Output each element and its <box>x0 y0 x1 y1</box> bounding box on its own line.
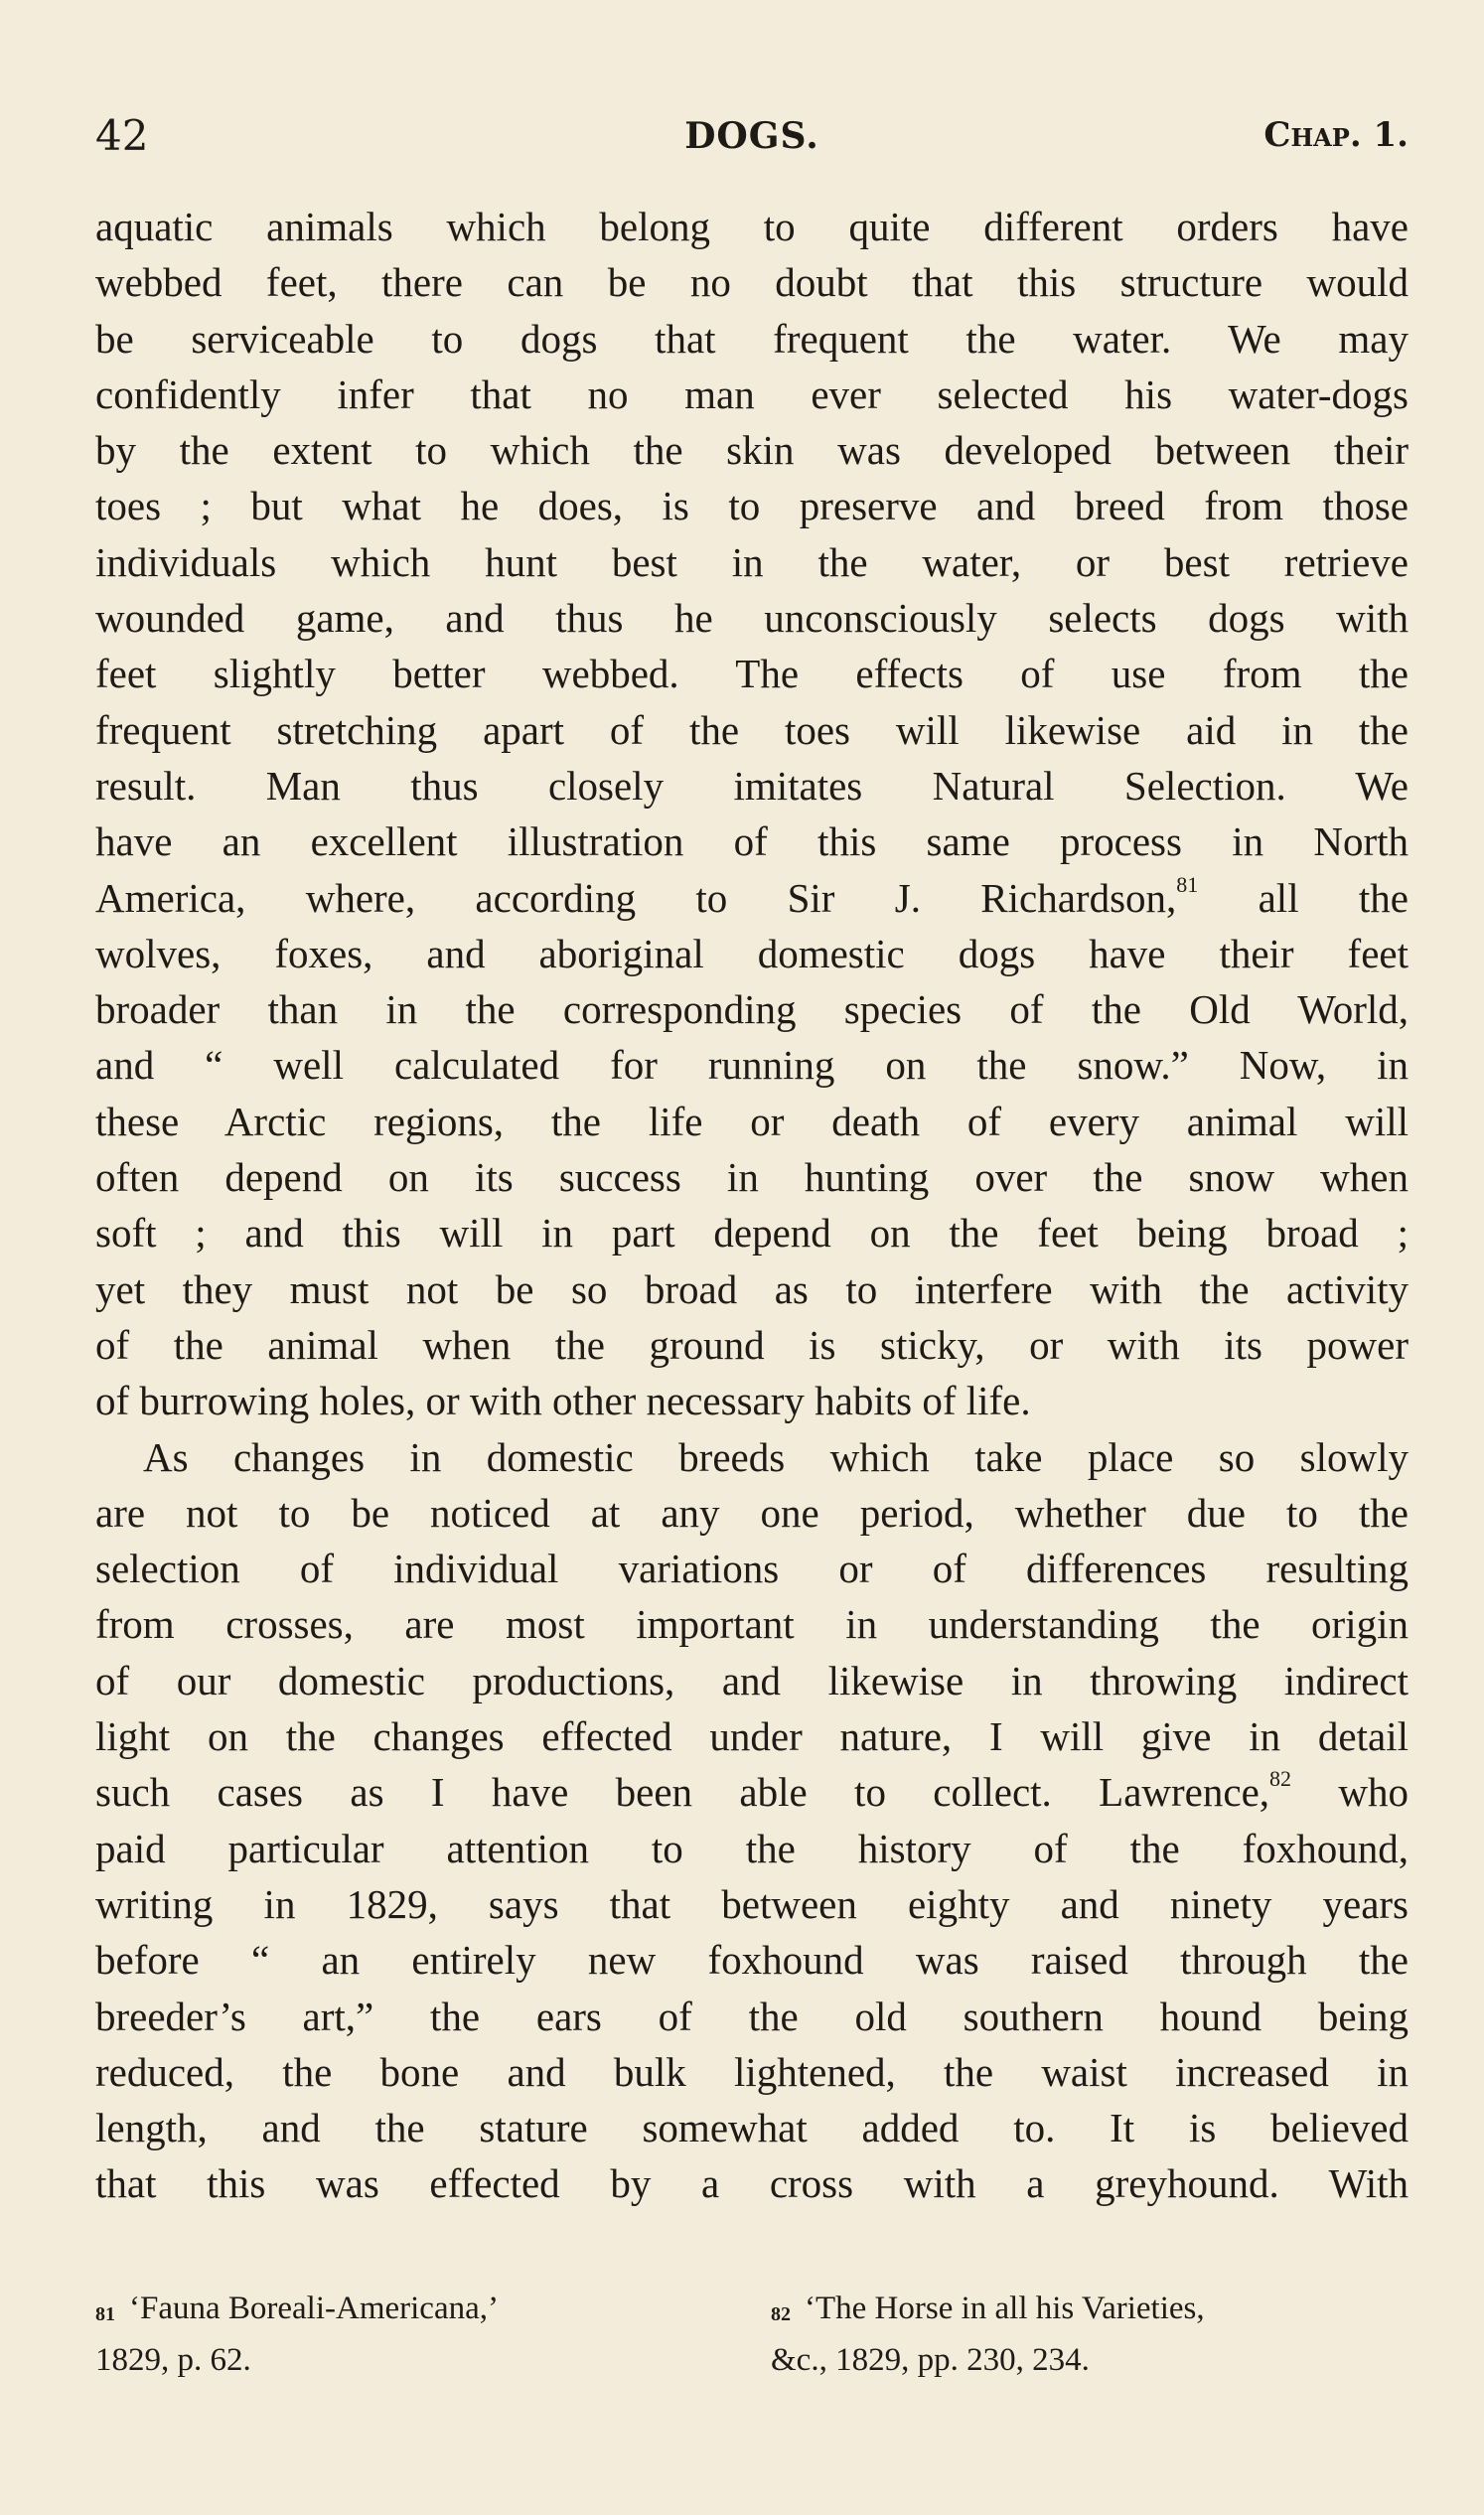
text-line: writing in 1829, says that between eighty and ninety years <box>95 1880 1409 1927</box>
text-line: often depend on its success in hunting over the snow when <box>95 1154 1409 1201</box>
text-line: soft ; and this will in part depend on the feet being broad ; <box>95 1210 1409 1257</box>
text-line: length, and the stature somewhat added to. It is believed <box>95 2105 1409 2151</box>
footnote-ref: 82 <box>1269 1766 1292 1792</box>
running-header <box>95 111 1409 171</box>
text-line: reduced, the bone and bulk lightened, the waist increased in <box>95 2048 1409 2095</box>
footnote-text: ‘The Horse in all his Varieties, <box>805 2291 1205 2326</box>
text-line: have an excellent illustration of this same process in North <box>95 818 1409 865</box>
text-line: are not to be noticed at any one period, whether due to the <box>95 1489 1409 1536</box>
chapter-label: Chap. 1. <box>1263 115 1409 155</box>
footnote-marker: 81 <box>95 2303 115 2325</box>
footnote-line <box>95 2283 731 2334</box>
body-text <box>95 199 1409 2212</box>
text-line: paid particular attention to the history of the foxhound, <box>95 1825 1409 1871</box>
footnote-line: &c., 1829, pp. 230, 234. <box>771 2342 1090 2378</box>
text-line: from crosses, are most important in understanding the origin <box>95 1601 1409 1648</box>
text-line: As changes in domestic breeds which take place so slowly <box>143 1433 1409 1480</box>
text-line: toes ; but what he does, is to preserve and breed from those <box>95 483 1409 529</box>
text-line: broader than in the corresponding species of the Old World, <box>95 986 1409 1033</box>
text-segment: such cases as I have been able to collect. Lawrence, <box>95 1769 1270 1816</box>
footnote-ref: 81 <box>1176 871 1199 897</box>
text-line: and “ well calculated for running on the snow.” Now, in <box>95 1042 1409 1089</box>
text-line: be serviceable to dogs that frequent the water. We may <box>95 315 1409 362</box>
text-line <box>95 1764 1409 1820</box>
running-title: DOGS. <box>684 115 819 157</box>
text-line: of our domestic productions, and likewise in throwing indirect <box>95 1657 1409 1703</box>
footnote-marker: 82 <box>771 2303 791 2325</box>
text-line: individuals which hunt best in the water, or best retrieve <box>95 538 1409 585</box>
footnote <box>771 2283 1407 2386</box>
text-segment: America, where, according to Sir J. Richardson, <box>95 874 1177 921</box>
text-line <box>95 870 1409 926</box>
text-line: that this was effected by a cross with a greyhound. With <box>95 2160 1409 2207</box>
text-line: of the animal when the ground is sticky, or with its power <box>95 1321 1409 1368</box>
footnote-line: 1829, p. 62. <box>95 2342 251 2378</box>
text-line: webbed feet, there can be no doubt that this structure would <box>95 259 1409 306</box>
footnote <box>95 2283 731 2386</box>
text-line: by the extent to which the skin was developed between their <box>95 427 1409 474</box>
text-line: frequent stretching apart of the toes will likewise aid in the <box>95 706 1409 753</box>
text-line: these Arctic regions, the life or death of every animal will <box>95 1098 1409 1144</box>
text-segment: all the <box>1198 874 1409 921</box>
text-line: light on the changes effected under nature, I will give in detail <box>95 1713 1409 1760</box>
text-segment: who <box>1291 1769 1409 1816</box>
text-line: result. Man thus closely imitates Natural Selection. We <box>95 762 1409 809</box>
footnote-line <box>771 2283 1407 2334</box>
text-line: selection of individual variations or of differences resulting <box>95 1546 1409 1592</box>
text-line: feet slightly better webbed. The effects of use from the <box>95 651 1409 697</box>
text-line: before “ an entirely new foxhound was raised through the <box>95 1937 1409 1984</box>
text-line: yet they must not be so broad as to interfere with the activity <box>95 1265 1409 1312</box>
text-line: wounded game, and thus he unconsciously selects dogs with <box>95 595 1409 642</box>
page-number: 42 <box>95 111 149 160</box>
text-line: breeder’s art,” the ears of the old southern hound being <box>95 1993 1409 2039</box>
footnote-text: ‘Fauna Boreali-Americana,’ <box>129 2291 499 2326</box>
text-line: confidently infer that no man ever selected his water-dogs <box>95 370 1409 417</box>
text-line: aquatic animals which belong to quite different orders have <box>95 204 1409 249</box>
text-line: wolves, foxes, and aboriginal domestic dogs have their feet <box>95 930 1409 976</box>
text-line: of burrowing holes, or with other necessary habits of life. <box>95 1378 1031 1424</box>
